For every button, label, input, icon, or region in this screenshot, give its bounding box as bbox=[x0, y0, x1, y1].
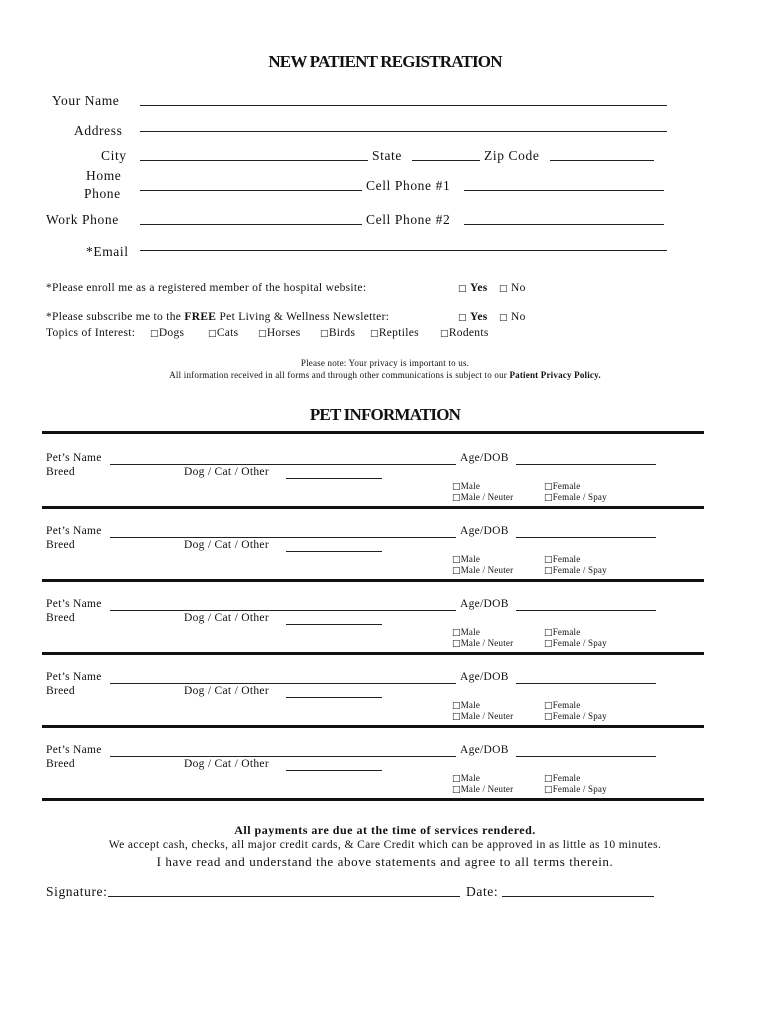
species-label: Dog / Cat / Other bbox=[184, 466, 269, 478]
pet-name-field[interactable] bbox=[110, 537, 456, 538]
sex-option-male[interactable] bbox=[452, 773, 480, 784]
breed-label: Breed bbox=[46, 685, 75, 697]
age-dob-label: Age/DOB bbox=[460, 452, 509, 464]
section-divider bbox=[42, 506, 704, 509]
checkbox-icon[interactable]: □ bbox=[544, 555, 553, 565]
section-divider bbox=[42, 725, 704, 728]
species-field[interactable] bbox=[286, 551, 382, 552]
species-field[interactable] bbox=[286, 478, 382, 479]
work-phone-field[interactable] bbox=[140, 224, 362, 225]
no-label: No bbox=[511, 282, 526, 294]
checkbox-icon[interactable]: □ bbox=[544, 482, 553, 492]
pet-name-field[interactable] bbox=[110, 756, 456, 757]
enroll-no-option[interactable] bbox=[499, 282, 526, 294]
subscribe-yes-option[interactable] bbox=[458, 311, 488, 323]
checkbox-icon[interactable]: □ bbox=[452, 639, 461, 649]
checkbox-icon[interactable]: □ bbox=[452, 712, 461, 722]
checkbox-icon[interactable]: □ bbox=[544, 639, 553, 649]
enroll-yes-option[interactable] bbox=[458, 282, 488, 294]
topic-label: Rodents bbox=[448, 327, 489, 339]
option-label: Male / Neuter bbox=[460, 711, 514, 721]
city-label: City bbox=[101, 148, 127, 163]
option-label: Male bbox=[460, 481, 481, 491]
state-label: State bbox=[372, 148, 402, 163]
option-label: Female / Spay bbox=[552, 492, 607, 502]
checkbox-icon[interactable]: □ bbox=[208, 329, 217, 339]
cell-phone-1-label: Cell Phone #1 bbox=[366, 178, 451, 193]
pet-name-label: Pet’s Name bbox=[46, 525, 102, 537]
checkbox-icon[interactable]: □ bbox=[452, 493, 461, 503]
sex-option-female[interactable] bbox=[544, 773, 580, 784]
option-label: Female bbox=[552, 481, 581, 491]
age-dob-label: Age/DOB bbox=[460, 525, 509, 537]
date-field[interactable] bbox=[502, 896, 654, 897]
pet-name-label: Pet’s Name bbox=[46, 671, 102, 683]
pet-name-field[interactable] bbox=[110, 683, 456, 684]
option-label: Female bbox=[552, 700, 581, 710]
zip-label: Zip Code bbox=[484, 148, 540, 163]
cell-phone-2-label: Cell Phone #2 bbox=[366, 212, 451, 227]
cell-phone-2-field[interactable] bbox=[464, 224, 664, 225]
checkbox-icon[interactable]: □ bbox=[320, 329, 329, 339]
breed-label: Breed bbox=[46, 612, 75, 624]
checkbox-icon[interactable]: □ bbox=[258, 329, 267, 339]
topic-cats[interactable] bbox=[208, 327, 238, 339]
privacy-note: Please note: Your privacy is important to us. bbox=[300, 358, 470, 368]
form-title: NEW PATIENT REGISTRATION bbox=[268, 52, 502, 71]
option-label: Male bbox=[460, 773, 481, 783]
subscribe-pre: *Please subscribe me to the bbox=[46, 311, 182, 323]
sex-option-female-spay[interactable] bbox=[544, 784, 607, 795]
privacy-info-text: All information received in all forms and through other communications is subject to our bbox=[169, 370, 507, 380]
zip-field[interactable] bbox=[550, 160, 654, 161]
checkbox-icon[interactable]: □ bbox=[452, 628, 461, 638]
sex-option-male-neuter[interactable] bbox=[452, 784, 513, 795]
email-field[interactable] bbox=[140, 250, 667, 251]
age-dob-field[interactable] bbox=[516, 610, 656, 611]
enroll-text: *Please enroll me as a registered member of the hospital website: bbox=[46, 282, 367, 294]
section-divider bbox=[42, 579, 704, 582]
checkbox-icon[interactable]: □ bbox=[150, 329, 159, 339]
yes-label: Yes bbox=[470, 311, 488, 323]
species-field[interactable] bbox=[286, 624, 382, 625]
checkbox-icon[interactable]: □ bbox=[544, 701, 553, 711]
topic-label: Cats bbox=[216, 327, 239, 339]
checkbox-icon[interactable]: □ bbox=[544, 566, 553, 576]
pet-name-label: Pet’s Name bbox=[46, 744, 102, 756]
home-label: Home bbox=[86, 168, 122, 183]
breed-label: Breed bbox=[46, 758, 75, 770]
checkbox-icon[interactable]: □ bbox=[452, 555, 461, 565]
checkbox-icon[interactable]: □ bbox=[458, 313, 467, 323]
checkbox-icon[interactable]: □ bbox=[544, 774, 553, 784]
pet-name-field[interactable] bbox=[110, 610, 456, 611]
sex-option-female[interactable] bbox=[544, 481, 580, 492]
subscribe-no-option[interactable] bbox=[499, 311, 526, 323]
option-label: Male / Neuter bbox=[460, 638, 514, 648]
age-dob-label: Age/DOB bbox=[460, 598, 509, 610]
no-label: No bbox=[511, 311, 526, 323]
species-label: Dog / Cat / Other bbox=[184, 758, 269, 770]
state-field[interactable] bbox=[412, 160, 480, 161]
pet-name-field[interactable] bbox=[110, 464, 456, 465]
topic-reptiles[interactable] bbox=[370, 327, 419, 339]
pet-name-label: Pet’s Name bbox=[46, 452, 102, 464]
option-label: Male bbox=[460, 700, 481, 710]
section-divider bbox=[42, 798, 704, 801]
checkbox-icon[interactable]: □ bbox=[544, 628, 553, 638]
checkbox-icon[interactable]: □ bbox=[452, 482, 461, 492]
payments-notice: All payments are due at the time of services rendered. bbox=[234, 823, 536, 837]
checkbox-icon[interactable]: □ bbox=[544, 712, 553, 722]
city-field[interactable] bbox=[140, 160, 368, 161]
address-label: Address bbox=[74, 123, 123, 138]
sex-option-female[interactable] bbox=[544, 627, 580, 638]
subscribe-post: Pet Living & Wellness Newsletter: bbox=[219, 311, 390, 323]
option-label: Female / Spay bbox=[552, 711, 607, 721]
accepted-payments: We accept cash, checks, all major credit cards, & Care Credit which can be approved in as little as 10 minutes. bbox=[108, 839, 662, 851]
sex-option-female[interactable] bbox=[544, 700, 580, 711]
checkbox-icon[interactable]: □ bbox=[544, 493, 553, 503]
signature-field[interactable] bbox=[108, 896, 460, 897]
section-divider bbox=[42, 431, 704, 434]
sex-option-male[interactable] bbox=[452, 554, 480, 565]
species-field[interactable] bbox=[286, 770, 382, 771]
sex-option-female-spay[interactable] bbox=[544, 492, 607, 503]
section-divider bbox=[42, 652, 704, 655]
option-label: Female bbox=[552, 627, 581, 637]
topic-label: Reptiles bbox=[378, 327, 419, 339]
sex-option-female[interactable] bbox=[544, 554, 580, 565]
your-name-label: Your Name bbox=[52, 93, 120, 108]
option-label: Male bbox=[460, 554, 481, 564]
breed-label: Breed bbox=[46, 539, 75, 551]
topic-birds[interactable] bbox=[320, 327, 355, 339]
sex-option-male[interactable] bbox=[452, 700, 480, 711]
age-dob-field[interactable] bbox=[516, 756, 656, 757]
email-label: *Email bbox=[86, 244, 129, 259]
option-label: Male bbox=[460, 627, 481, 637]
work-phone-label: Work Phone bbox=[46, 212, 119, 227]
sex-option-male-neuter[interactable] bbox=[452, 711, 513, 722]
topic-horses[interactable] bbox=[258, 327, 301, 339]
topics-label: Topics of Interest: bbox=[46, 327, 136, 339]
option-label: Female / Spay bbox=[552, 638, 607, 648]
topic-label: Horses bbox=[266, 327, 301, 339]
sex-option-female-spay[interactable] bbox=[544, 565, 607, 576]
age-dob-field[interactable] bbox=[516, 464, 656, 465]
date-label: Date: bbox=[466, 884, 499, 899]
checkbox-icon[interactable]: □ bbox=[499, 313, 508, 323]
sex-option-male[interactable] bbox=[452, 481, 480, 492]
age-dob-label: Age/DOB bbox=[460, 744, 509, 756]
age-dob-field[interactable] bbox=[516, 537, 656, 538]
privacy-policy-link[interactable]: Patient Privacy Policy. bbox=[509, 370, 601, 380]
option-label: Female / Spay bbox=[552, 784, 607, 794]
species-field[interactable] bbox=[286, 697, 382, 698]
sex-option-female-spay[interactable] bbox=[544, 711, 607, 722]
topic-dogs[interactable] bbox=[150, 327, 184, 339]
home-phone-field[interactable] bbox=[140, 190, 362, 191]
checkbox-icon[interactable]: □ bbox=[452, 774, 461, 784]
topic-label: Birds bbox=[328, 327, 356, 339]
topic-label: Dogs bbox=[158, 327, 185, 339]
sex-option-male[interactable] bbox=[452, 627, 480, 638]
sex-option-male-neuter[interactable] bbox=[452, 638, 513, 649]
breed-label: Breed bbox=[46, 466, 75, 478]
checkbox-icon[interactable]: □ bbox=[440, 329, 449, 339]
checkbox-icon[interactable]: □ bbox=[452, 785, 461, 795]
phone-label: Phone bbox=[84, 186, 121, 201]
pet-name-label: Pet’s Name bbox=[46, 598, 102, 610]
checkbox-icon[interactable]: □ bbox=[458, 284, 467, 294]
sex-option-female-spay[interactable] bbox=[544, 638, 607, 649]
species-label: Dog / Cat / Other bbox=[184, 685, 269, 697]
privacy-info bbox=[0, 370, 770, 380]
topic-rodents[interactable] bbox=[440, 327, 489, 339]
agreement-text: I have read and understand the above statements and agree to all terms therein. bbox=[156, 854, 614, 869]
species-label: Dog / Cat / Other bbox=[184, 612, 269, 624]
pet-section-title: PET INFORMATION bbox=[309, 405, 461, 424]
checkbox-icon[interactable]: □ bbox=[452, 701, 461, 711]
subscribe-text bbox=[46, 311, 389, 323]
checkbox-icon[interactable]: □ bbox=[544, 785, 553, 795]
address-field[interactable] bbox=[140, 131, 667, 132]
yes-label: Yes bbox=[470, 282, 488, 294]
option-label: Male / Neuter bbox=[460, 784, 514, 794]
age-dob-label: Age/DOB bbox=[460, 671, 509, 683]
checkbox-icon[interactable]: □ bbox=[370, 329, 379, 339]
age-dob-field[interactable] bbox=[516, 683, 656, 684]
option-label: Female bbox=[552, 554, 581, 564]
cell-phone-1-field[interactable] bbox=[464, 190, 664, 191]
subscribe-free: FREE bbox=[184, 311, 217, 323]
signature-label: Signature: bbox=[46, 884, 108, 899]
option-label: Male / Neuter bbox=[460, 492, 514, 502]
option-label: Female / Spay bbox=[552, 565, 607, 575]
sex-option-male-neuter[interactable] bbox=[452, 565, 513, 576]
option-label: Female bbox=[552, 773, 581, 783]
sex-option-male-neuter[interactable] bbox=[452, 492, 513, 503]
checkbox-icon[interactable]: □ bbox=[452, 566, 461, 576]
species-label: Dog / Cat / Other bbox=[184, 539, 269, 551]
option-label: Male / Neuter bbox=[460, 565, 514, 575]
checkbox-icon[interactable]: □ bbox=[499, 284, 508, 294]
your-name-field[interactable] bbox=[140, 105, 667, 106]
